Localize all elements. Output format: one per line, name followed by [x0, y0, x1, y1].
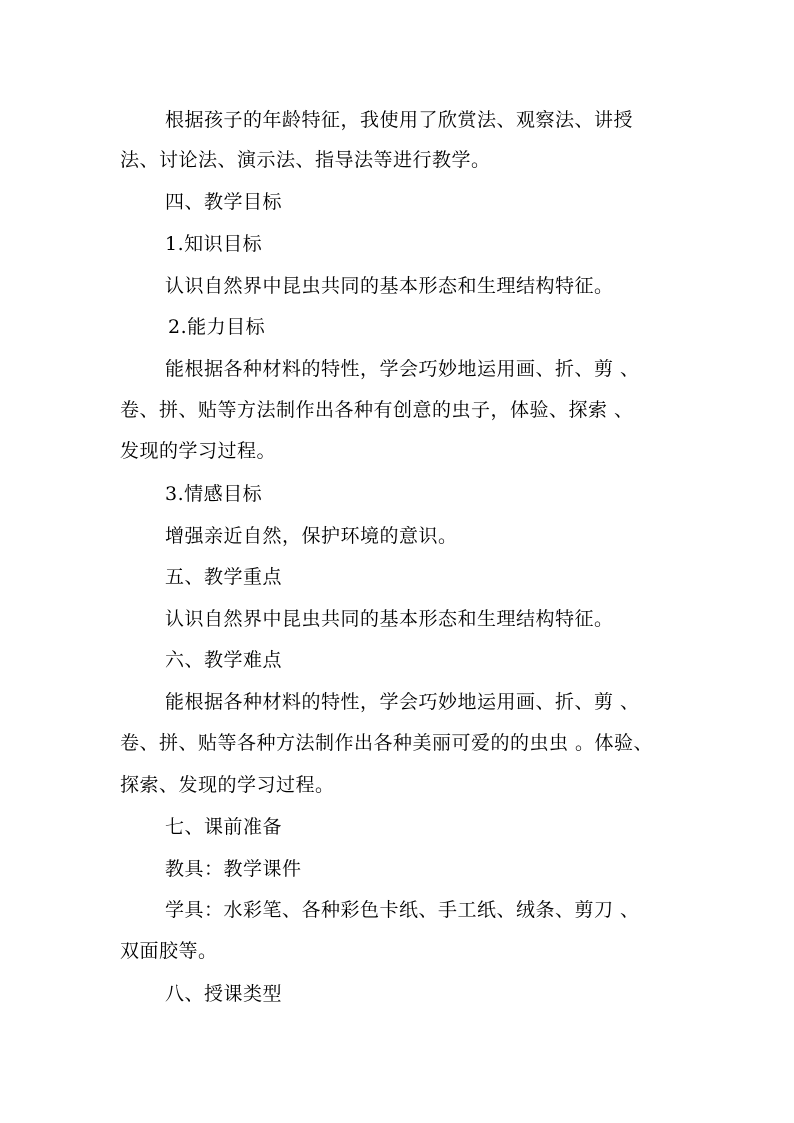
section-heading-key-points: 五、教学重点	[165, 566, 283, 588]
paragraph-difficulties-line-3: 探索、发现的学习过程。	[120, 774, 335, 796]
paragraph-ability-goal-line-3: 发现的学习过程。	[120, 440, 277, 462]
section-heading-difficulties: 六、教学难点	[165, 649, 283, 671]
subheading-ability-goal: 2.能力目标	[168, 316, 266, 338]
paragraph-difficulties-line-2: 卷、拼、贴等各种方法制作出各种美丽可爱的的虫虫 。体验、	[120, 732, 654, 754]
section-heading-preparation: 七、课前准备	[165, 816, 283, 838]
paragraph-ability-goal-line-1: 能根据各种材料的特性，学会巧妙地运用画、折、剪 、	[165, 358, 640, 380]
section-heading-lesson-type: 八、授课类型	[165, 983, 283, 1005]
subheading-knowledge-goal: 1.知识目标	[165, 233, 263, 255]
section-heading-teaching-goals: 四、教学目标	[165, 191, 283, 213]
paragraph-teaching-aids: 教具：教学课件	[165, 858, 302, 880]
paragraph-difficulties-line-1: 能根据各种材料的特性，学会巧妙地运用画、折、剪 、	[165, 691, 640, 713]
paragraph-emotion-goal: 增强亲近自然，保护环境的意识。	[165, 525, 458, 547]
paragraph-methods-line-2: 法、讨论法、演示法、指导法等进行教学。	[120, 149, 491, 171]
paragraph-student-materials-line-1: 学具：水彩笔、各种彩色卡纸、手工纸、绒条、剪刀 、	[165, 899, 640, 921]
paragraph-methods-line-1: 根据孩子的年龄特征，我使用了欣赏法、观察法、讲授	[165, 109, 634, 131]
paragraph-student-materials-line-2: 双面胶等。	[120, 940, 218, 962]
subheading-emotion-goal: 3.情感目标	[165, 483, 263, 505]
paragraph-key-points: 认识自然界中昆虫共同的基本形态和生理结构特征。	[165, 608, 614, 630]
paragraph-knowledge-goal: 认识自然界中昆虫共同的基本形态和生理结构特征。	[165, 275, 614, 297]
paragraph-ability-goal-line-2: 卷、拼、贴等方法制作出各种有创意的虫子，体验、探索 、	[120, 399, 634, 421]
